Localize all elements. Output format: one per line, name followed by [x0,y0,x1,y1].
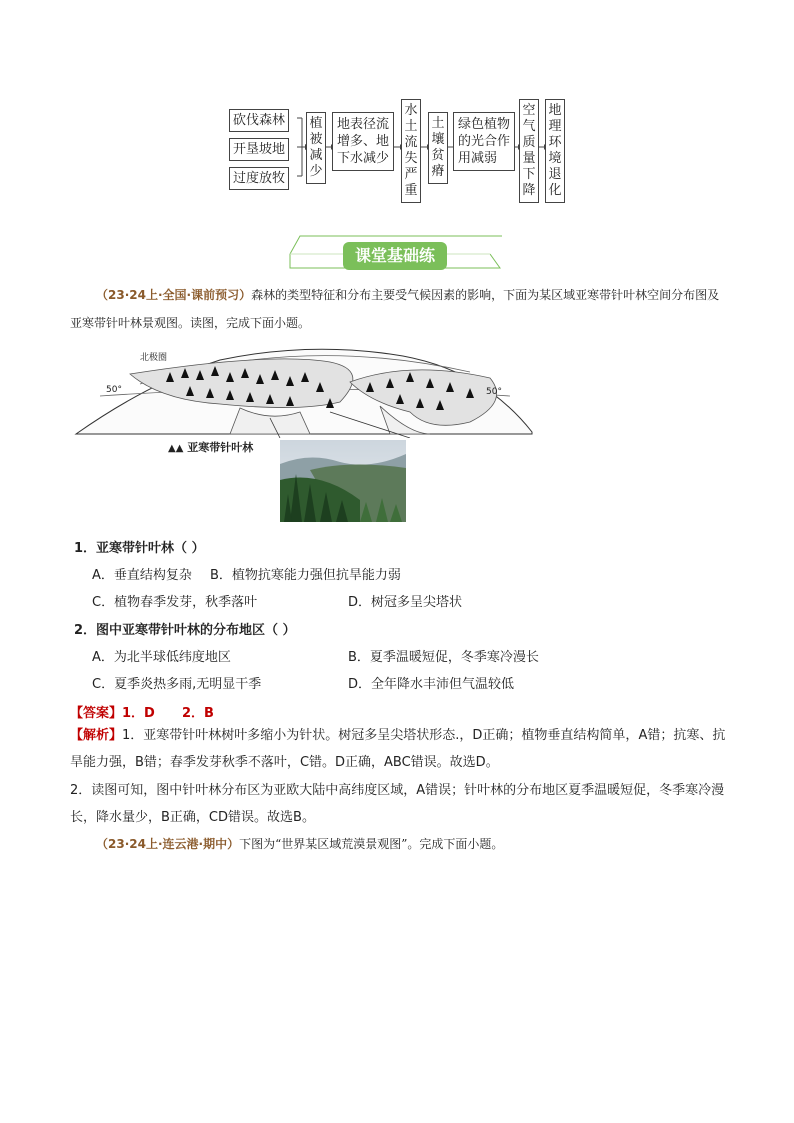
analysis-paragraph-1 [70,722,730,776]
step-box-1: 植被减少 [306,112,326,184]
cause-box-3: 过度放牧 [229,167,289,190]
analysis-text-2a: 2．读图可知，图中针叶林分布区为亚欧大陆中高纬度区域， [70,783,417,798]
option-a: A．垂直结构复杂 [92,568,192,583]
analysis-label: 【解析】 [70,728,123,743]
intro-text: 下图为“世界某区域荒漠景观图”。完成下面小题。 [239,837,504,851]
step-box-3: 水土流失严重 [401,99,421,203]
question-source: （23·24上·连云港·期中） [96,837,240,851]
option-d: D．全年降水丰沛但气温较低 [348,677,515,692]
option-b: B．植物抗寒能力强但抗旱能力弱 [210,568,401,583]
question-stem: 1．亚寒带针叶林（ ） [74,541,205,556]
intro-text: 森林的类型特征和分布主要受气候因素的影响，下面为某区域亚寒带针叶林空间分布图及亚寒带针叶林景观图。读图，完成下面小题。 [70,288,720,330]
option-b: B．夏季温暖短促，冬季寒冷漫长 [348,650,539,665]
step-box-4: 土壤贫瘠 [428,112,448,184]
step-box-5: 绿色植物的光合作用减弱 [453,112,515,171]
conifer-landscape-photo [280,440,406,522]
intro-paragraph-1 [70,281,730,337]
cause-box-1: 砍伐森林 [229,109,289,132]
conifer-legend-icon: ▲▲ [168,443,184,454]
legend-label: 亚寒带针叶林 [187,441,254,454]
analysis-text-2b: A错误；针叶林的分布地区夏季温暖短促，冬季寒冷漫长，降水量少， [70,783,725,825]
step-box-2: 地表径流增多、地下水减少 [332,112,394,171]
option-c: C．夏季炎热多雨,无明显干季 [92,677,262,692]
question-stem: 2．图中亚寒带针叶林的分布地区（ ） [74,623,296,638]
step-box-6: 空气质量下降 [519,99,539,203]
option-a: A．为北半球低纬度地区 [92,650,231,665]
option-d: D．树冠多呈尖塔状 [348,595,463,610]
latitude-label-right: 50° [486,387,502,397]
section-title: 课堂基础练 [343,242,447,270]
world-map [70,342,540,438]
map-legend [168,439,253,455]
analysis-text-1a: 1．亚寒带针叶林树叶多缩小为针状。树冠多呈尖塔状形态.， [122,728,473,743]
cause-box-2: 开垦坡地 [229,138,289,161]
analysis-text-1e: C错。D正确，ABC错误。故选D。 [299,755,499,770]
answer-label: 【答案】 [70,706,123,721]
analysis-text-1c: A错；抗寒、抗旱能力强， [70,728,726,770]
option-c: C．植物春季发芽，秋季落叶 [92,595,258,610]
analysis-text-1d: B错；春季发芽秋季不落叶， [135,755,300,770]
step-box-7: 地理环境退化 [545,99,565,203]
analysis-paragraph-2 [70,777,730,831]
intro-paragraph-2 [70,830,730,858]
analysis-text-2c: B正确，CD错误。故选B。 [161,810,315,825]
flow-arrows [0,0,794,220]
latitude-label-left: 50° [106,385,122,395]
analysis-text-1b: D正确；植物垂直结构简单， [472,728,639,743]
answer-text: 1．D 2．B [122,706,214,721]
arctic-circle-label: 北极圈 [140,353,168,363]
answer-line [70,702,214,721]
question-source: （23·24上·全国·课前预习） [96,288,252,302]
